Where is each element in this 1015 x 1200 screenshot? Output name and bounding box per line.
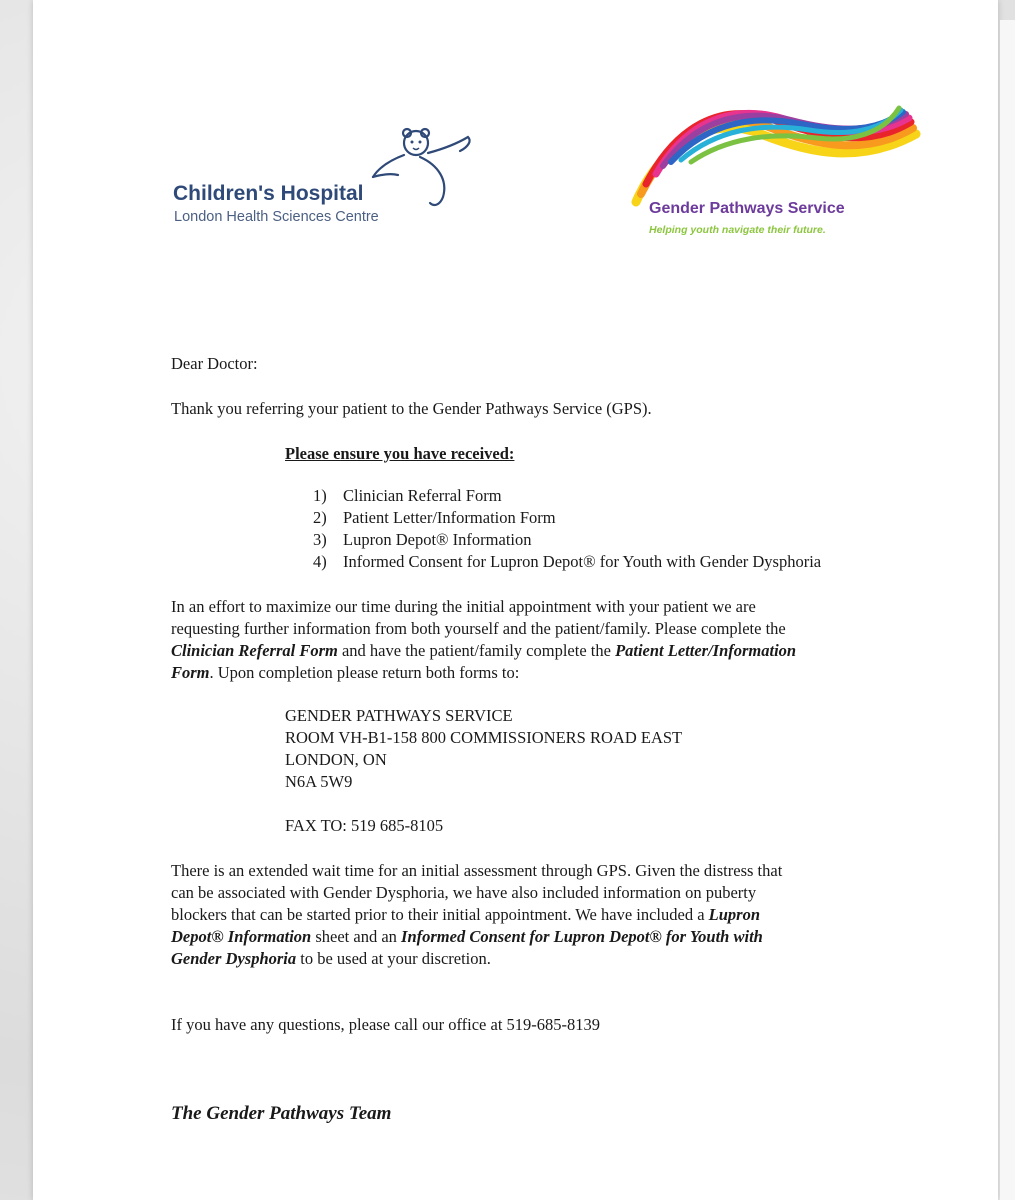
gender-pathways-logo bbox=[601, 104, 921, 254]
hospital-name: Children's Hospital bbox=[173, 182, 364, 205]
address-line: N6A 5W9 bbox=[285, 772, 353, 791]
page-edge bbox=[1000, 20, 1015, 1200]
request-paragraph: In an effort to maximize our time during the initial appointment with your patient we are requesting further information from both yourself and the patient/family. Please complete the Clinician Referral Form and have the patient/family complete the Patient Letter/Information Form. Upon completion please return both forms to: bbox=[171, 597, 797, 682]
list-item: 4) Informed Consent for Lupron Depot® for Youth with Gender Dysphoria bbox=[313, 552, 822, 571]
address-line: LONDON, ON bbox=[285, 750, 387, 769]
bear-mascot-icon bbox=[368, 125, 478, 210]
fax-number: FAX TO: 519 685-8105 bbox=[285, 816, 444, 835]
address-line: GENDER PATHWAYS SERVICE bbox=[285, 706, 513, 725]
enclosures-list bbox=[313, 485, 821, 573]
list-item: 3) Lupron Depot® Information bbox=[313, 530, 532, 549]
address-line: ROOM VH-B1-158 800 COMMISSIONERS ROAD EAST bbox=[285, 728, 683, 747]
hospital-subtitle: London Health Sciences Centre bbox=[174, 209, 379, 225]
clinician-form-emphasis: Clinician Referral Form bbox=[171, 641, 338, 660]
salutation: Dear Doctor: bbox=[171, 354, 258, 373]
ensure-heading: Please ensure you have received: bbox=[285, 444, 515, 463]
service-name: Gender Pathways Service bbox=[649, 200, 845, 217]
signature: The Gender Pathways Team bbox=[171, 1103, 392, 1124]
rainbow-swoosh-icon bbox=[601, 104, 921, 214]
mailing-address bbox=[285, 705, 682, 793]
wait-time-paragraph: There is an extended wait time for an initial assessment through GPS. Given the distress that can be associated with Gender Dysphoria, we have also included information on puberty blockers that can be started prior to their initial appointment. We have included a Lupron Depot® Information sheet and an Informed Consent for Lupron Depot® for Youth with Gender Dysphoria to be used at your discretion. bbox=[171, 861, 783, 968]
questions-line: If you have any questions, please call our office at 519-685-8139 bbox=[171, 1015, 601, 1034]
list-item: 2) Patient Letter/Information Form bbox=[313, 508, 556, 527]
letter-page bbox=[33, 0, 998, 1200]
service-tagline: Helping youth navigate their future. bbox=[649, 224, 826, 236]
list-item: 1) Clinician Referral Form bbox=[313, 486, 502, 505]
intro-paragraph: Thank you referring your patient to the Gender Pathways Service (GPS). bbox=[171, 399, 652, 418]
childrens-hospital-logo bbox=[173, 125, 473, 235]
patient-form-emphasis: Patient Letter/Information bbox=[615, 641, 797, 660]
